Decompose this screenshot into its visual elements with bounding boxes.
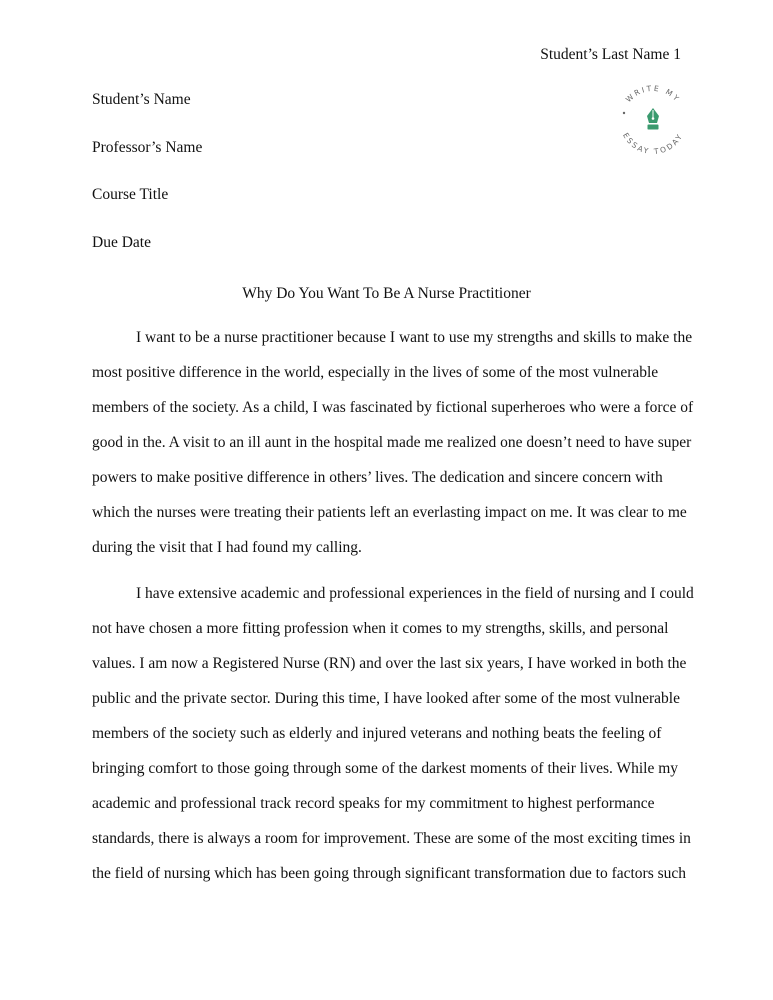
paragraph-line: members of the society such as elderly and injured veterans and nothing beats the feeling of bbox=[92, 725, 662, 742]
mla-heading bbox=[92, 90, 202, 280]
paragraph-line: during the visit that I had found my calling. bbox=[92, 539, 362, 556]
paragraph-line: members of the society. As a child, I was fascinated by fictional superheroes who were a force of bbox=[92, 399, 694, 416]
course-title: Course Title bbox=[92, 186, 169, 203]
paragraph-line: academic and professional track record speaks for my commitment to highest performance bbox=[92, 795, 655, 812]
paragraph-line: I want to be a nurse practitioner because I want to use my strengths and skills to make the bbox=[136, 329, 693, 346]
paragraph-line: which the nurses were treating their patients left an everlasting impact on me. It was clear to me bbox=[92, 504, 687, 521]
logo-dot bbox=[623, 112, 625, 114]
paragraph-line: I have extensive academic and professional experiences in the field of nursing and I could bbox=[136, 585, 694, 602]
paragraph-line: values. I am now a Registered Nurse (RN) and over the last six years, I have worked in both the bbox=[92, 655, 687, 672]
paragraph-line: standards, there is always a room for improvement. These are some of the most exciting times in bbox=[92, 830, 691, 847]
svg-text:ESSAY TODAY bbox=[621, 131, 685, 156]
paragraph-line: public and the private sector. During this time, I have looked after some of the most vulnerable bbox=[92, 690, 680, 707]
running-head: Student’s Last Name 1 bbox=[540, 46, 681, 63]
paragraph-line: the field of nursing which has been going through significant transformation due to factors such bbox=[92, 865, 687, 882]
svg-text:WRITE MY bbox=[624, 84, 682, 104]
paragraph-line: most positive difference in the world, especially in the lives of some of the most vulnerable bbox=[92, 364, 659, 381]
write-my-essay-today-logo bbox=[612, 80, 694, 162]
due-date: Due Date bbox=[92, 233, 151, 251]
logo-badge-icon bbox=[612, 80, 694, 162]
paragraph-1 bbox=[92, 327, 692, 572]
pen-nib-icon bbox=[647, 108, 659, 130]
paragraph-line: good in the. A visit to an ill aunt in the hospital made me realized one doesn’t need to have super bbox=[92, 434, 692, 451]
paragraph-line: powers to make positive difference in others’ lives. The dedication and sincere concern with bbox=[92, 469, 663, 486]
essay-title: Why Do You Want To Be A Nurse Practitioner bbox=[242, 285, 531, 302]
paragraph-2 bbox=[92, 583, 692, 898]
logo-text-bottom: ESSAY TODAY bbox=[621, 131, 685, 157]
paragraph-line: bringing comfort to those going through some of the darkest moments of their lives. While my bbox=[92, 760, 679, 777]
student-name: Student’s Name bbox=[92, 91, 191, 108]
paragraph-line: not have chosen a more fitting profession when it comes to my strengths, skills, and personal bbox=[92, 620, 669, 637]
professor-name: Professor’s Name bbox=[92, 138, 203, 156]
logo-text-top: WRITE MY bbox=[623, 83, 683, 105]
